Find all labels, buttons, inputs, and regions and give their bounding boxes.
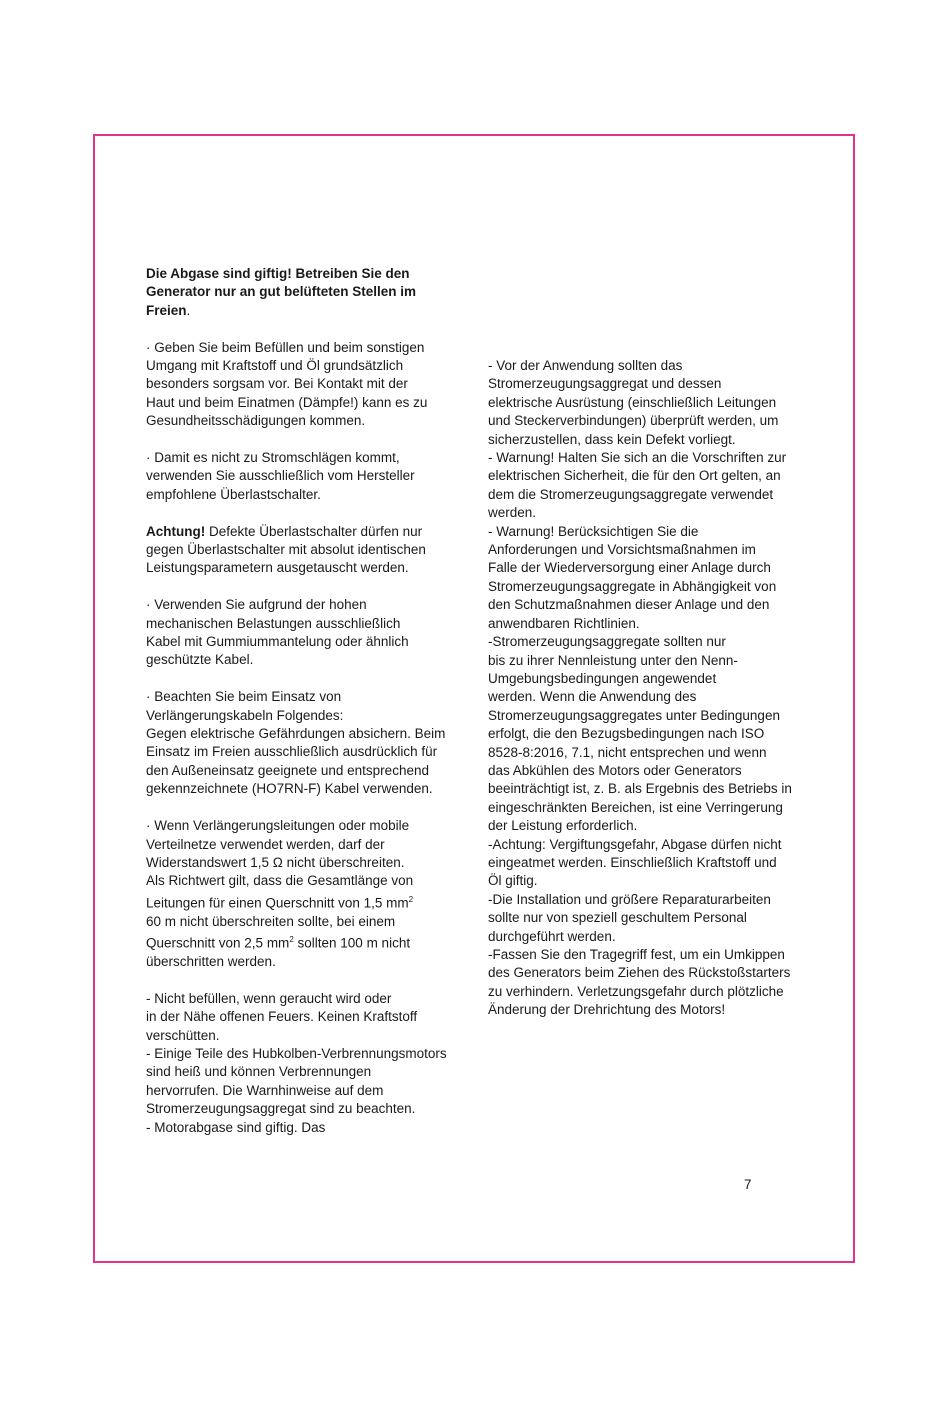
- overload-switch-paragraph: [146, 523, 471, 578]
- warning-heading-bold: Die Abgase sind giftig! Betreiben Sie den Generator nur an gut belüfteten Stellen im Freien: [146, 266, 417, 318]
- page-number: 7: [744, 1177, 752, 1192]
- cable-length-text-b: 60 m nicht überschreiten sollte, bei einem Querschnitt von 2,5 mm: [146, 913, 396, 951]
- superscript-2: 2: [408, 894, 414, 904]
- fuel-handling-paragraph: · Geben Sie beim Befüllen und beim sonstigen Umgang mit Kraftstoff und Öl grundsätzlich besonders sorgsam vor. Bei Kontakt mit der Haut und beim Einatmen (Dämpfe!) kann es zu Gesundheitsschädigungen kommen.: [146, 339, 428, 429]
- superscript-2: 2: [289, 935, 294, 945]
- rubber-cable-paragraph: · Verwenden Sie aufgrund der hohen mechanischen Belastungen ausschließlich Kabel mit Gummiummantelung oder ähnlich geschützte Kabel.: [146, 597, 409, 668]
- attention-label: Achtung!: [146, 523, 206, 539]
- cable-length-text-c: sollten 100 m nicht überschritten werden.: [146, 935, 411, 969]
- cable-length-paragraph: [146, 817, 471, 971]
- fire-safety-paragraph: - Nicht befüllen, wenn geraucht wird oder in der Nähe offenen Feuers. Keinen Kraftstoff verschütten. - Einige Teile des Hubkolben-Verbrennungsmotors sind heiß und können Verbrennungen hervorrufen. Die Warnhinweise auf dem Stromerzeugungsaggregat sind zu beachten. - Motorabgase sind giftig. Das: [146, 990, 447, 1135]
- cable-length-text-a: · Wenn Verlängerungsleitungen oder mobile Verteilnetze verwendet werden, darf der Widerstandswert 1,5 Ω nicht überschreiten. Als Richtwert gilt, dass die Gesamtlänge von Leitungen für einen Querschnitt von 1,5 mm: [146, 818, 414, 911]
- warning-heading: [146, 265, 471, 320]
- extension-cable-paragraph: · Beachten Sie beim Einsatz von Verlängerungskabeln Folgendes: Gegen elektrische Gefährdungen absichern. Beim Einsatz im Freien ausschließlich ausdrücklich für den Außeneinsatz geeignete und entsprechend gekennzeichnete (HO7RN-F) Kabel verwenden.: [146, 689, 446, 797]
- safety-instructions-text: - Vor der Anwendung sollten das Stromerzeugungsaggregat und dessen elektrische Ausrüstung (einschließlich Leitungen und Steckerverbindungen) überprüft werden, um sicherzustellen, dass kein Defekt vorliegt. - Warnung! Halten Sie sich an die Vorschriften zur elektrischen Sicherheit, die für den Ort gelten, an dem die Stromerzeugungsaggregate verwendet werden. - Warnung! Berücksichtigen Sie die Anforderungen und Vorsichtsmaßnahmen im Falle der Wiederversorgung einer Anlage durch Stromerzeugungsaggregate in Abhängigkeit von den Schutzmaßnahmen dieser Anlage und den anwendbaren Richtlinien. -Stromerzeugungsaggregate sollten nur bis zu ihrer Nennleistung unter den Nenn- Umgebungsbedingungen angewendet werden. Wenn die Anwendung des Stromerzeugungsaggregates unter Bedingungen erfolgt, die den Bezugsbedingungen nach ISO 8528-8:2016, 7.1, nicht entsprechen und wenn das Abkühlen des Motors oder Generators beeinträchtigt ist, z. B. als Ergebnis des Betriebs in eingeschränkten Bereichen, ist eine Verringerung der Leistung erforderlich. -Achtung: Vergiftungsgefahr, Abgase dürfen nicht eingeatmet werden. Einschließlich Kraftstoff und Öl giftig. -Die Installation und größere Reparaturarbeiten sollte nur von speziell geschultem Personal durchgeführt werden. -Fassen Sie den Tragegriff fest, um ein Umkippen des Generators beim Ziehen des Rückstoßstarters zu verhindern. Verletzungsgefahr durch plötzliche Änderung der Drehrichtung des Motors!: [488, 358, 792, 1018]
- left-column: [146, 265, 471, 1137]
- electric-shock-paragraph: · Damit es nicht zu Stromschlägen kommt, verwenden Sie ausschließlich vom Hersteller empfohlene Überlastschalter.: [146, 450, 415, 502]
- overload-switch-text: Defekte Überlastschalter dürfen nur gegen Überlastschalter mit absolut identischen Leistungsparametern ausgetauscht werden.: [146, 523, 426, 576]
- right-column: [488, 357, 813, 1020]
- warning-heading-tail: .: [186, 302, 191, 318]
